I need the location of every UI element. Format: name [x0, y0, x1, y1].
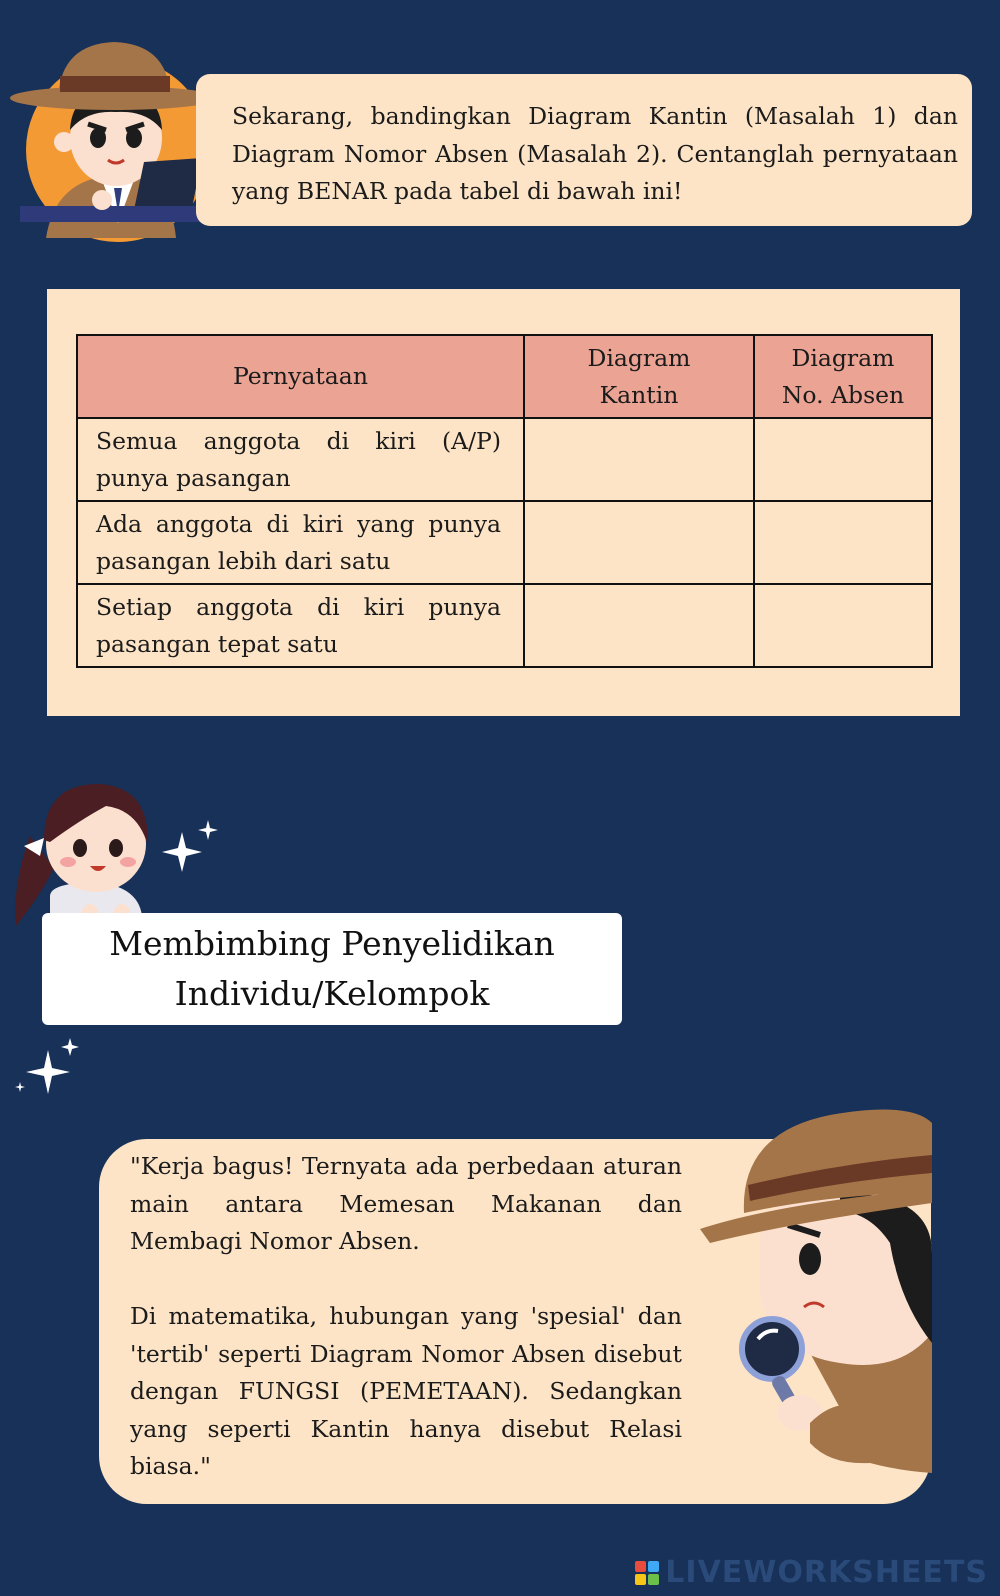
header-absen-line2: No. Absen [781, 380, 905, 409]
check-cell-absen[interactable] [754, 584, 932, 667]
check-cell-absen[interactable] [754, 418, 932, 501]
quote-paragraph-1: "Kerja bagus! Ternyata ada perbedaan aturan main antara Memesan Makanan dan Membagi Nomor Absen. [130, 1152, 682, 1255]
statement-table [76, 334, 933, 668]
header-diagram-kantin [524, 335, 754, 418]
table-header-row [77, 335, 932, 418]
table-row [77, 501, 932, 584]
header-diagram-absen [754, 335, 932, 418]
header-absen-line1: Diagram [791, 343, 895, 372]
check-cell-kantin[interactable] [524, 501, 754, 584]
section-title-card [42, 913, 622, 1025]
quote-paragraph-2: Di matematika, hubungan yang 'spesial' dan 'tertib' seperti Diagram Nomor Absen disebut dengan FUNGSI (PEMETAAN). Sedangkan yang seperti Kantin hanya disebut Relasi biasa." [130, 1302, 682, 1480]
statement-cell: Setiap anggota di kiri punya pasangan tepat satu [77, 584, 524, 667]
detective-magnifier-illustration [700, 1093, 932, 1493]
header-statement: Pernyataan [77, 335, 524, 418]
section-title-line2: Individu/Kelompok [174, 974, 490, 1013]
check-cell-kantin[interactable] [524, 584, 754, 667]
watermark-text: LIVEWORKSHEETS [665, 1555, 988, 1590]
section-title-line1: Membimbing Penyelidikan [109, 924, 555, 963]
table-row [77, 584, 932, 667]
sparkle-icon [158, 818, 220, 880]
header-kantin-line1: Diagram [587, 343, 691, 372]
girl-illustration [10, 776, 160, 936]
watermark [635, 1555, 988, 1590]
intro-instruction-text: Sekarang, bandingkan Diagram Kantin (Masalah 1) dan Diagram Nomor Absen (Masalah 2). Centanglah pernyataan yang BENAR pada tabel di bawah ini! [232, 102, 958, 205]
check-cell-kantin[interactable] [524, 418, 754, 501]
statement-cell: Ada anggota di kiri yang punya pasangan lebih dari satu [77, 501, 524, 584]
table-row [77, 418, 932, 501]
statement-cell: Semua anggota di kiri (A/P) punya pasangan [77, 418, 524, 501]
section-title [109, 919, 555, 1019]
check-cell-absen[interactable] [754, 501, 932, 584]
sparkle-icon [14, 1038, 84, 1100]
header-kantin-line2: Kantin [599, 380, 679, 409]
liveworksheets-logo-icon [635, 1561, 659, 1585]
